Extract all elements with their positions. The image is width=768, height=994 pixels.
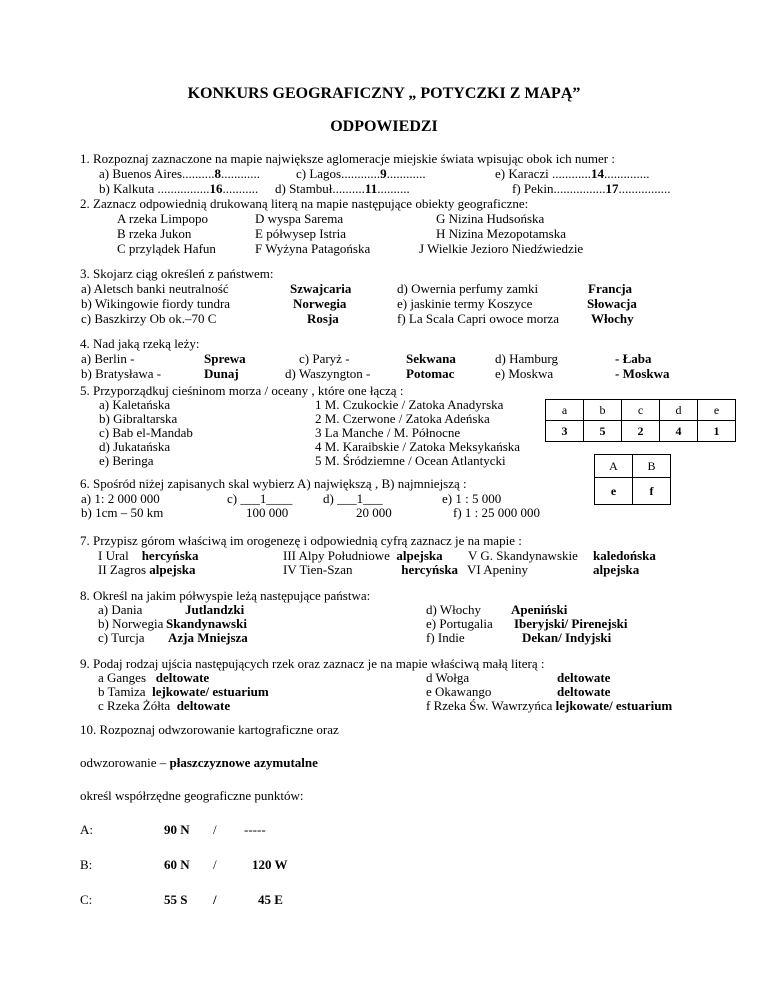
q2-text: 2. Zaznacz odpowiednią drukowaną literą na mapie następujące obiekty geograficzne: xyxy=(80,196,529,211)
page-title: KONKURS GEOGRAFICZNY „ POTYCZKI Z MAPĄ” xyxy=(187,85,581,102)
q9-c: c Rzeka Żółta deltowate xyxy=(98,698,231,713)
page-subtitle: ODPOWIEDZI xyxy=(330,118,438,135)
q8-d-answer: Apeniński xyxy=(511,602,568,617)
q5-a: a) Kaletańska xyxy=(99,397,171,412)
q4-a-answer: Sprewa xyxy=(204,351,246,366)
q3-d: d) Owernia perfumy zamki xyxy=(397,281,539,296)
q4-dd-answer: - Łaba xyxy=(615,351,652,366)
q5-header-e: e xyxy=(698,400,736,421)
q9-f: f Rzeka Św. Wawrzyńca lejkowate/ estuarium xyxy=(426,698,673,713)
q2-E: E półwysep Istria xyxy=(255,226,346,241)
q4-d: d) Waszyngton - xyxy=(285,366,371,381)
q6-b: b) 1cm – 50 km xyxy=(81,505,164,520)
q6-c: c) ___1____ xyxy=(227,491,293,506)
q8-a: a) Dania xyxy=(98,602,143,617)
q2-H: H Nizina Mezopotamska xyxy=(436,226,566,241)
q6-d-denominator: 20 000 xyxy=(356,505,392,520)
q1-c: c) Lagos............9............ xyxy=(296,166,426,181)
q10-text: 10. Rozpoznaj odwzorowanie kartograficzne oraz xyxy=(80,722,339,737)
point-B-sep: / xyxy=(213,857,217,872)
q5-d: d) Jukatańska xyxy=(99,439,171,454)
q6-d: d) ___1___ xyxy=(323,491,383,506)
q5-option-3: 3 La Manche / M. Północne xyxy=(315,425,461,440)
point-B-label: B: xyxy=(80,857,93,872)
q7-I: I Ural hercyńska xyxy=(98,548,199,563)
q4-e-answer: - Moskwa xyxy=(615,366,670,381)
q5-option-4: 4 M. Karaibskie / Zatoka Meksykańska xyxy=(315,439,521,454)
q7-V-answer: kaledońska xyxy=(593,548,656,563)
q8-b-answer: Skandynawski xyxy=(166,616,247,631)
q6-a: a) 1: 2 000 000 xyxy=(81,491,160,506)
q9-b: b Tamiza lejkowate/ estuarium xyxy=(98,684,269,699)
q4-e: e) Moskwa xyxy=(495,366,554,381)
q5-header-d: d xyxy=(660,400,698,421)
q5-option-5: 5 M. Śródziemne / Ocean Atlantycki xyxy=(315,453,506,468)
q8-e: e) Portugalia xyxy=(426,616,493,631)
q1-e: e) Karaczi ............14.............. xyxy=(495,166,650,181)
q3-b: b) Wikingowie fiordy tundra xyxy=(81,296,231,311)
q5-option-2: 2 M. Czerwone / Zatoka Adeńska xyxy=(315,411,490,426)
q1-a: a) Buenos Aires..........8............ xyxy=(99,166,261,181)
q7-VI-answer: alpejska xyxy=(593,562,640,577)
q2-D: D wyspa Sarema xyxy=(255,211,344,226)
q4-d-answer: Potomac xyxy=(406,366,455,381)
q2-J: J Wielkie Jezioro Niedźwiedzie xyxy=(419,241,584,256)
q8-f: f) Indie xyxy=(426,630,465,645)
q10-coords-text: określ współrzędne geograficzne punktów: xyxy=(80,788,304,803)
q5-c: c) Bab el-Mandab xyxy=(99,425,193,440)
q6-answer-A: e xyxy=(595,478,633,505)
q5-answer-d: 4 xyxy=(660,421,698,442)
point-C-lon: 45 E xyxy=(258,892,283,907)
q3-f: f) La Scala Capri owoce morza xyxy=(397,311,560,326)
q5-answer-b: 5 xyxy=(584,421,622,442)
q2-A: A rzeka Limpopo xyxy=(117,211,208,226)
q5-answer-e: 1 xyxy=(698,421,736,442)
q7-II: II Zagros alpejska xyxy=(98,562,196,577)
q5-text: 5. Przyporządkuj cieśninom morza / oceany , które one łączą : xyxy=(80,383,404,398)
q1-f: f) Pekin................17................ xyxy=(512,181,671,196)
q6-header-A: A xyxy=(595,455,633,478)
q4-b-answer: Dunaj xyxy=(204,366,239,381)
q3-e: e) jaskinie termy Koszyce xyxy=(397,296,533,311)
q4-b: b) Bratysława - xyxy=(81,366,162,381)
q3-a-answer: Szwajcaria xyxy=(290,281,352,296)
q3-text: 3. Skojarz ciąg określeń z państwem: xyxy=(80,266,274,281)
q6-answer-table xyxy=(594,454,671,505)
q2-F: F Wyżyna Patagońska xyxy=(255,241,371,256)
q9-text: 9. Podaj rodzaj ujścia następujących rzek oraz zaznacz je na mapie właściwą małą literą : xyxy=(80,656,545,671)
q8-c: c) Turcja xyxy=(98,630,145,645)
q2-C: C przylądek Hafun xyxy=(117,241,216,256)
q7-text: 7. Przypisz górom właściwą im orogenezę i odpowiednią cyfrą zaznacz je na mapie : xyxy=(80,533,522,548)
q8-d: d) Włochy xyxy=(426,602,481,617)
q1-d: d) Stambuł..........11.......... xyxy=(275,181,410,196)
q8-text: 8. Określ na jakim półwyspie leżą następujące państwa: xyxy=(80,588,371,603)
q5-answer-a: 3 xyxy=(546,421,584,442)
q2-B: B rzeka Jukon xyxy=(117,226,192,241)
q5-header-b: b xyxy=(584,400,622,421)
q6-header-B: B xyxy=(633,455,671,478)
q5-answer-table xyxy=(545,399,736,442)
q6-e: e) 1 : 5 000 xyxy=(442,491,502,506)
q7-IV: IV Tien-Szan hercyńska xyxy=(283,562,459,577)
q2-G: G Nizina Hudsońska xyxy=(436,211,545,226)
point-A-sep: / xyxy=(213,822,217,837)
point-A-lon: ----- xyxy=(244,822,266,837)
point-B-lat: 60 N xyxy=(164,857,190,872)
point-C-label: C: xyxy=(80,892,93,907)
q4-dd: d) Hamburg xyxy=(495,351,558,366)
q9-e: e Okawango xyxy=(426,684,492,699)
q10-projection: odwzorowanie – płaszczyznowe azymutalne xyxy=(80,755,318,770)
point-B-lon: 120 W xyxy=(252,857,288,872)
q5-header-c: c xyxy=(622,400,660,421)
q3-c: c) Baszkirzy Ob ok.–70 C xyxy=(81,311,217,326)
q1-b: b) Kalkuta ................16........... xyxy=(99,181,259,196)
q4-c: c) Paryż - xyxy=(299,351,350,366)
q6-answer-B: f xyxy=(633,478,671,505)
q7-VI: VI Apeniny xyxy=(467,562,529,577)
q9-a: a Ganges deltowate xyxy=(98,670,210,685)
q4-text: 4. Nad jaką rzeką leży: xyxy=(80,336,200,351)
q6-text: 6. Spośród niżej zapisanych skal wybierz A) największą , B) najmniejszą : xyxy=(80,476,467,491)
q3-e-answer: Słowacja xyxy=(587,296,637,311)
q9-d: d Wołga xyxy=(426,670,470,685)
q3-d-answer: Francja xyxy=(588,281,633,296)
q9-e-answer: deltowate xyxy=(557,684,611,699)
point-A-label: A: xyxy=(80,822,93,837)
q4-c-answer: Sekwana xyxy=(406,351,456,366)
q7-V: V G. Skandynawskie xyxy=(468,548,578,563)
q1-text: 1. Rozpoznaj zaznaczone na mapie największe aglomeracje miejskie świata wpisując obok ich numer : xyxy=(80,151,615,166)
q4-a: a) Berlin - xyxy=(81,351,135,366)
q5-e: e) Beringa xyxy=(99,453,154,468)
point-C-lat: 55 S xyxy=(164,892,188,907)
q5-b: b) Gibraltarska xyxy=(99,411,178,426)
q7-III: III Alpy Południowe alpejska xyxy=(283,548,443,563)
q5-header-a: a xyxy=(546,400,584,421)
q5-option-1: 1 M. Czukockie / Zatoka Anadyrska xyxy=(315,397,504,412)
q8-e-answer: Iberyjski/ Pirenejski xyxy=(514,616,628,631)
q8-a-answer: Jutlandzki xyxy=(185,602,245,617)
q8-c-answer: Azja Mniejsza xyxy=(168,630,248,645)
q5-answer-c: 2 xyxy=(622,421,660,442)
point-C-sep: / xyxy=(213,892,217,907)
q6-f: f) 1 : 25 000 000 xyxy=(453,505,541,520)
q9-d-answer: deltowate xyxy=(557,670,611,685)
q8-b: b) Norwegia xyxy=(98,616,164,631)
q3-b-answer: Norwegia xyxy=(293,296,347,311)
q3-c-answer: Rosja xyxy=(307,311,339,326)
point-A-lat: 90 N xyxy=(164,822,190,837)
q6-c-denominator: 100 000 xyxy=(246,505,289,520)
q3-f-answer: Włochy xyxy=(591,311,634,326)
q3-a: a) Aletsch banki neutralność xyxy=(81,281,229,296)
q8-f-answer: Dekan/ Indyjski xyxy=(522,630,612,645)
